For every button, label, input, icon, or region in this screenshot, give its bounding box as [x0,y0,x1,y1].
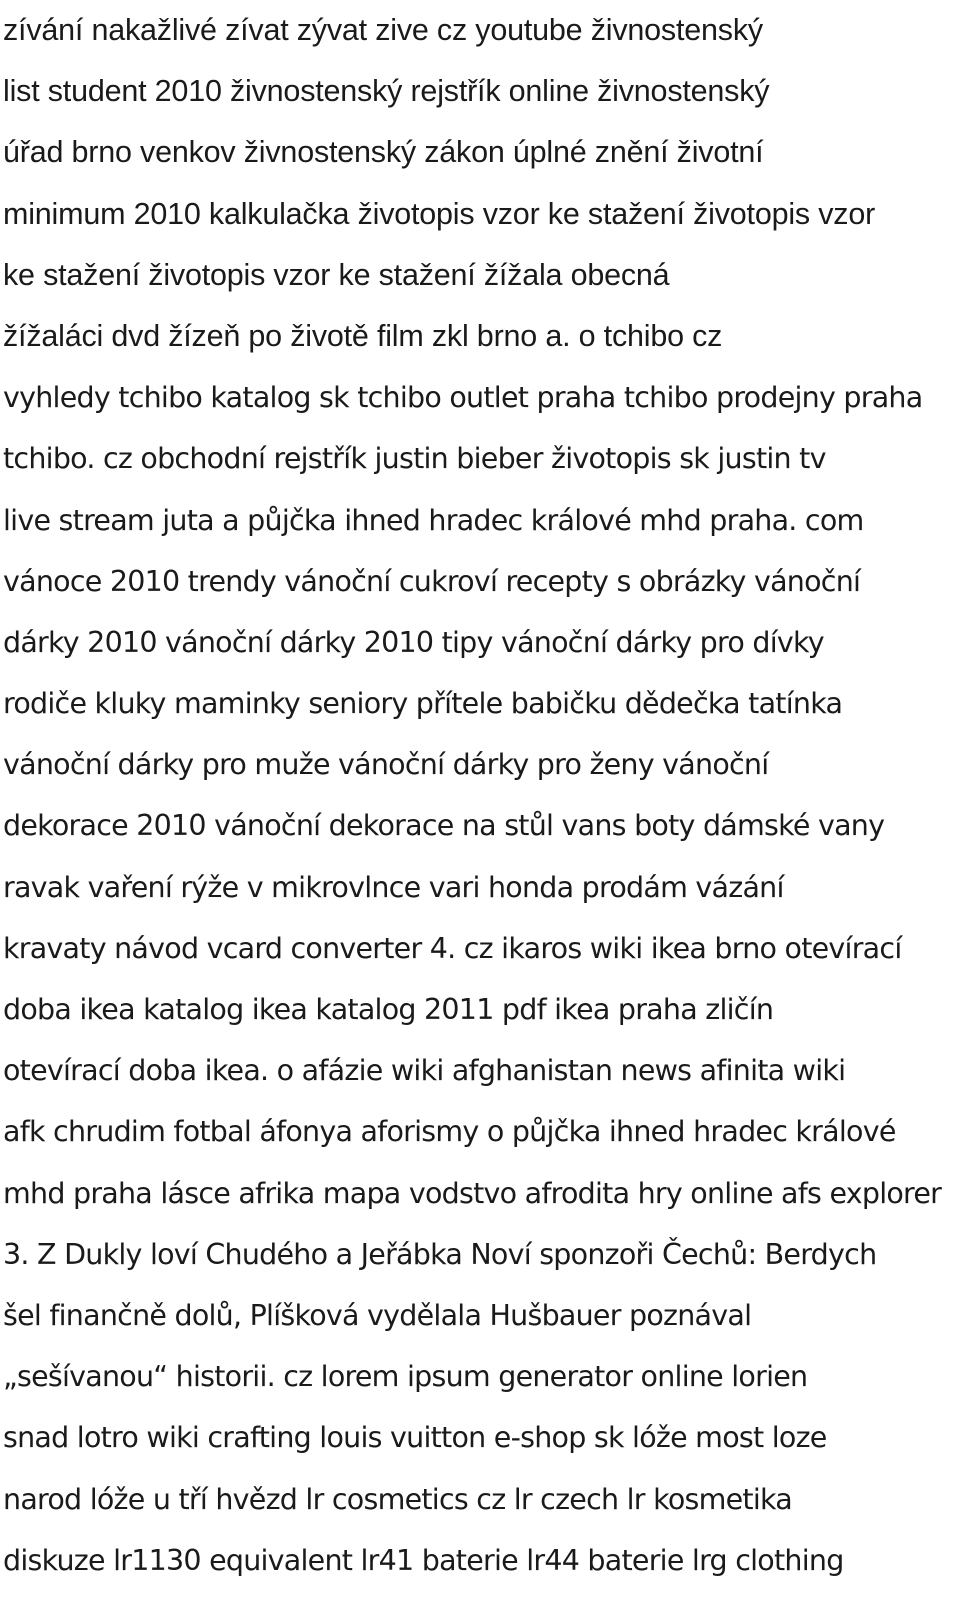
text-line: narod lóže u tří hvězd lr cosmetics cz lr czech lr kosmetika [3,1482,792,1516]
text-line: šel finančně dolů, Plíšková vydělala Hušbauer poznával [3,1298,752,1332]
text-line: zívání nakažlivé zívat zývat zive cz youtube živnostenský [3,13,763,47]
text-line: dárky 2010 vánoční dárky 2010 tipy vánoční dárky pro dívky [3,625,824,659]
text-line: mhd praha lásce afrika mapa vodstvo afrodita hry online afs explorer [3,1176,942,1210]
text-line: ke stažení životopis vzor ke stažení žížala obecná [3,257,670,292]
text-line: 3. Z Dukly loví Chudého a Jeřábka Noví sponzoři Čechů: Berdych [3,1237,877,1271]
text-line: kravaty návod vcard converter 4. cz ikaros wiki ikea brno otevírací [3,931,902,965]
text-line: otevírací doba ikea. o afázie wiki afghanistan news afinita wiki [3,1054,846,1088]
text-line: tchibo. cz obchodní rejstřík justin bieber životopis sk justin tv [3,442,826,476]
document-text-bottom [3,367,960,1591]
text-line: diskuze lr1130 equivalent lr41 baterie lr44 baterie lrg clothing [3,1543,844,1577]
text-line: „sešívanou“ historii. cz lorem ipsum generator online lorien [3,1360,808,1394]
text-line: úřad brno venkov živnostenský zákon úplné znění životní [3,135,764,170]
text-line: afk chrudim fotbal áfonya aforismy o půjčka ihned hradec králové [3,1115,896,1149]
text-line: minimum 2010 kalkulačka životopis vzor ke stažení životopis vzor [3,196,876,231]
text-line: rodiče kluky maminky seniory přítele babičku dědečka tatínka [3,687,843,721]
text-line: vánoční dárky pro muže vánoční dárky pro ženy vánoční [3,748,769,782]
text-line: ravak vaření rýže v mikrovlnce vari honda prodám vázání [3,870,784,904]
text-line: live stream juta a půjčka ihned hradec králové mhd praha. com [3,503,864,537]
text-line: vánoce 2010 trendy vánoční cukroví recepty s obrázky vánoční [3,564,861,598]
text-line: žížaláci dvd žízeň po životě film zkl brno a. o tchibo cz [3,318,723,353]
text-line: snad lotro wiki crafting louis vuitton e-shop sk lóže most loze [3,1421,827,1455]
text-line: list student 2010 živnostenský rejstřík online živnostenský [3,74,770,109]
text-line: doba ikea katalog ikea katalog 2011 pdf ikea praha zličín [3,993,774,1026]
text-line: dekorace 2010 vánoční dekorace na stůl vans boty dámské vany [3,809,885,843]
document-text-top [3,0,960,367]
text-line: vyhledy tchibo katalog sk tchibo outlet praha tchibo prodejny praha [3,381,923,415]
